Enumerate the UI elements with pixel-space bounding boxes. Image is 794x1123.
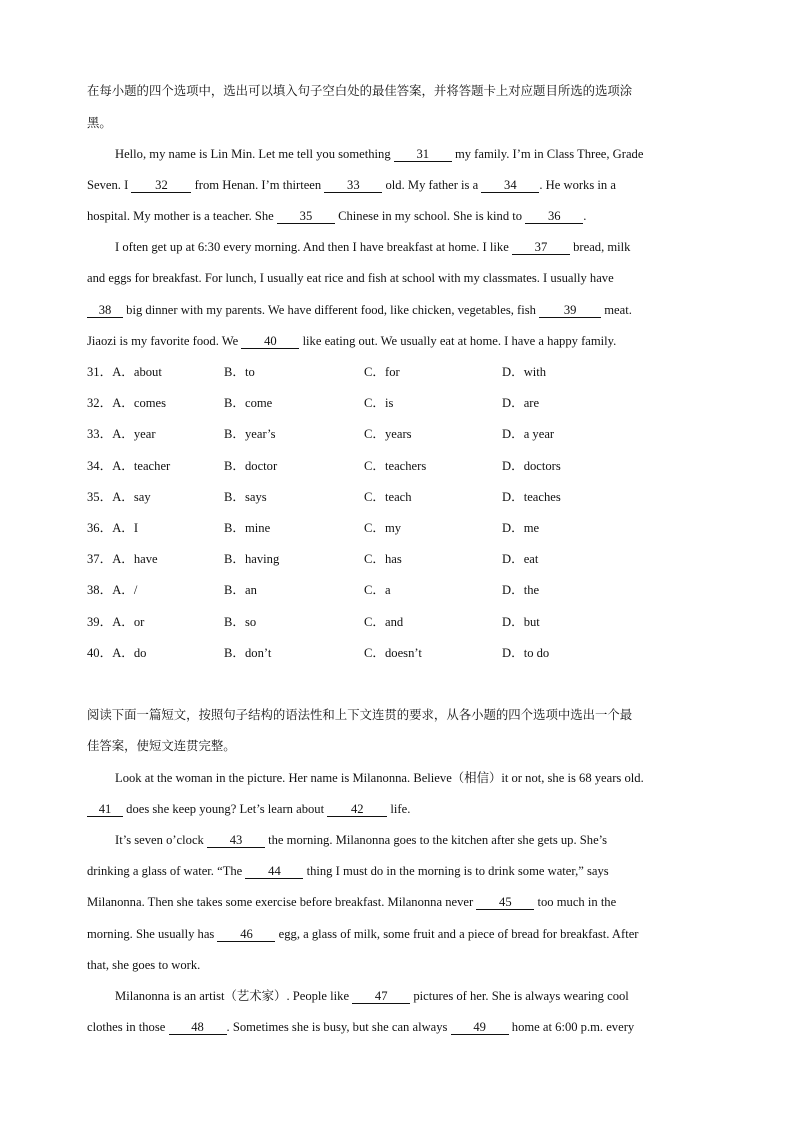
option-b[interactable]: B．having	[224, 552, 280, 566]
option-c[interactable]: C．teachers	[364, 459, 427, 473]
text-segment: life.	[390, 802, 411, 816]
question-number: 39．A．or	[87, 615, 145, 629]
text-segment: thing I must do in the morning is to drink some water,” says	[306, 864, 609, 878]
option-c[interactable]: C．doesn’t	[364, 646, 422, 660]
text-segment: It’s seven o’clock	[115, 833, 204, 847]
option-c[interactable]: C．has	[364, 552, 402, 566]
passage1-para1-line3	[87, 206, 707, 226]
text-segment: my family. I’m in Class Three, Grade	[454, 147, 644, 161]
question-number: 35．A．say	[87, 490, 151, 504]
text-segment: meat.	[604, 303, 632, 317]
option-d[interactable]: D．doctors	[502, 459, 561, 473]
question-number: 37．A．have	[87, 552, 158, 566]
text-segment: Seven. I	[87, 178, 129, 192]
blank-32: 32	[131, 178, 191, 193]
option-d[interactable]: D．a year	[502, 427, 555, 441]
option-b[interactable]: B．year’s	[224, 427, 276, 441]
passage1-para1-line1	[115, 144, 707, 164]
passage2-para3-line1	[115, 986, 707, 1006]
passage2-para2-line1	[115, 830, 707, 850]
option-b[interactable]: B．mine	[224, 521, 271, 535]
passage2-para2-line4	[87, 924, 707, 944]
blank-41: 41	[87, 802, 123, 817]
blank-40: 40	[241, 334, 299, 349]
option-d[interactable]: D．eat	[502, 552, 539, 566]
text-segment: old. My father is a	[385, 178, 479, 192]
option-b[interactable]: B．don’t	[224, 646, 272, 660]
text-segment: Look at the woman in the picture. Her name is Milanonna. Believe	[115, 771, 452, 785]
text-segment: Chinese in my school. She is kind to	[338, 209, 523, 223]
text-segment: （相信）	[451, 770, 502, 785]
question-number: 36．A．I	[87, 521, 139, 535]
option-b[interactable]: B．says	[224, 490, 267, 504]
passage2-para2-line3	[87, 892, 707, 912]
option-d[interactable]: D．me	[502, 521, 540, 535]
blank-47: 47	[352, 989, 410, 1004]
option-d[interactable]: D．but	[502, 615, 540, 629]
text-segment: bread, milk	[573, 240, 631, 254]
option-b[interactable]: B．come	[224, 396, 273, 410]
blank-36: 36	[525, 209, 583, 224]
option-d[interactable]: D．with	[502, 365, 547, 379]
section1-instruction-line1: 在每小题的四个选项中，选出可以填入句子空白处的最佳答案，并将答题卡上对应题目所选的选项涂	[87, 83, 633, 98]
blank-45: 45	[476, 895, 534, 910]
text-segment: from Henan. I’m thirteen	[194, 178, 322, 192]
question-number: 40．A．do	[87, 646, 147, 660]
blank-33: 33	[324, 178, 382, 193]
option-c[interactable]: C．years	[364, 427, 412, 441]
text-segment: does she keep young? Let’s learn about	[126, 802, 325, 816]
text-segment: the morning. Milanonna goes to the kitchen after she gets up. She’s	[268, 833, 608, 847]
option-d[interactable]: D．the	[502, 583, 540, 597]
blank-44: 44	[245, 864, 303, 879]
passage1-para2-line1	[115, 237, 707, 257]
passage2-para1-line1	[115, 768, 707, 788]
text-segment: . People like	[286, 989, 350, 1003]
text-segment: I often get up at 6:30 every morning. And then I have breakfast at home. I like	[115, 240, 509, 254]
passage1-para1-line2	[87, 175, 707, 195]
option-b[interactable]: B．so	[224, 615, 257, 629]
text-segment: .	[583, 209, 587, 223]
text-segment: like eating out. We usually eat at home. I have a happy family.	[302, 334, 617, 348]
option-c[interactable]: C．is	[364, 396, 394, 410]
passage1-para2-line4	[87, 331, 707, 351]
section2-instruction-line1: 阅读下面一篇短文，按照句子结构的语法性和上下文连贯的要求，从各小题的四个选项中选出一个最	[87, 707, 633, 722]
text-segment: pictures of her. She is always wearing cool	[413, 989, 629, 1003]
text-segment: big dinner with my parents. We have different food, like chicken, vegetables, fish	[126, 303, 536, 317]
text-segment: hospital. My mother is a teacher. She	[87, 209, 274, 223]
question-number: 34．A．teacher	[87, 459, 171, 473]
blank-34: 34	[481, 178, 539, 193]
option-b[interactable]: B．to	[224, 365, 255, 379]
option-c[interactable]: C．for	[364, 365, 400, 379]
text-segment: home at 6:00 p.m. every	[511, 1020, 635, 1034]
option-d[interactable]: D．teaches	[502, 490, 561, 504]
blank-38: 38	[87, 303, 123, 318]
blank-43: 43	[207, 833, 265, 848]
blank-37: 37	[512, 240, 570, 255]
passage2-para2-line2	[87, 861, 707, 881]
option-b[interactable]: B．an	[224, 583, 257, 597]
question-number: 33．A．year	[87, 427, 156, 441]
passage2-para3-line2	[87, 1017, 707, 1037]
blank-46: 46	[217, 927, 275, 942]
question-number: 32．A．comes	[87, 396, 167, 410]
text-segment: it or not, she is 68 years old.	[501, 771, 644, 785]
passage1-para2-line2: and eggs for breakfast. For lunch, I usually eat rice and fish at school with my classmates. I usually have	[87, 271, 614, 285]
blank-48: 48	[169, 1020, 227, 1035]
blank-31: 31	[394, 147, 452, 162]
option-d[interactable]: D．are	[502, 396, 540, 410]
question-number: 38．A．/	[87, 583, 138, 597]
blank-39: 39	[539, 303, 601, 318]
text-segment: （艺术家）	[224, 988, 287, 1003]
passage1-para2-line3	[87, 300, 707, 320]
passage2-para1-line2	[87, 799, 707, 819]
blank-49: 49	[451, 1020, 509, 1035]
text-segment: egg, a glass of milk, some fruit and a piece of bread for breakfast. After	[278, 927, 639, 941]
text-segment: . Sometimes she is busy, but she can always	[226, 1020, 448, 1034]
option-c[interactable]: C．teach	[364, 490, 412, 504]
text-segment: Milanonna. Then she takes some exercise before breakfast. Milanonna never	[87, 895, 474, 909]
question-number: 31．A．about	[87, 365, 162, 379]
text-segment: clothes in those	[87, 1020, 166, 1034]
section1-instruction-line2: 黑。	[87, 115, 112, 130]
text-segment: Jiaozi is my favorite food. We	[87, 334, 239, 348]
text-segment: Hello, my name is Lin Min. Let me tell you something	[115, 147, 391, 161]
text-segment: . He works in a	[539, 178, 616, 192]
option-b[interactable]: B．doctor	[224, 459, 278, 473]
text-segment: too much in the	[537, 895, 617, 909]
text-segment: drinking a glass of water. “The	[87, 864, 243, 878]
text-segment: morning. She usually has	[87, 927, 215, 941]
blank-42: 42	[327, 802, 387, 817]
text-segment: Milanonna is an artist	[115, 989, 225, 1003]
option-d[interactable]: D．to do	[502, 646, 550, 660]
option-c[interactable]: C．and	[364, 615, 404, 629]
passage2-para2-line5: that, she goes to work.	[87, 958, 201, 972]
option-c[interactable]: C．a	[364, 583, 391, 597]
blank-35: 35	[277, 209, 335, 224]
option-c[interactable]: C．my	[364, 521, 402, 535]
section2-instruction-line2: 佳答案，使短文连贯完整。	[87, 738, 236, 753]
